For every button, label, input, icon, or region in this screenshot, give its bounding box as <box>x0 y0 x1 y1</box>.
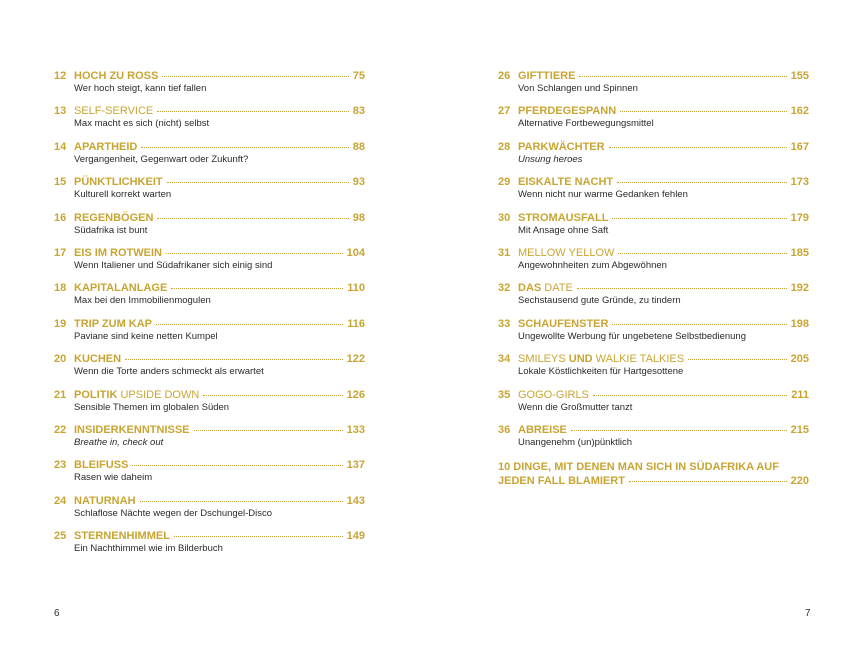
chapter-subtitle: Ein Nachthimmel wie im Bilderbuch <box>74 543 223 555</box>
chapter-number: 27 <box>498 105 511 118</box>
toc-entry-heading <box>54 281 365 295</box>
chapter-title-segment: TRIP ZUM KAP <box>74 317 153 330</box>
chapter-subtitle: Südafrika ist bunt <box>74 224 148 236</box>
toc-entry-heading <box>498 175 809 189</box>
toc-entry <box>54 69 365 104</box>
toc-entry-heading <box>498 246 809 260</box>
chapter-title-segment: EIS IM ROTWEIN <box>74 246 162 259</box>
toc-entry <box>54 246 365 281</box>
chapter-page-number: 122 <box>346 353 365 366</box>
toc-entry-heading <box>498 281 809 295</box>
chapter-title-segment: GOGO-GIRLS <box>518 388 589 401</box>
chapter-title-segment: APARTHEID <box>74 140 138 153</box>
toc-entry-special <box>498 460 809 488</box>
toc-entry-heading <box>54 69 365 83</box>
chapter-title <box>74 529 170 543</box>
chapter-title <box>518 352 684 366</box>
toc-entry-heading <box>54 104 365 118</box>
chapter-subtitle: Alternative Fortbewegungsmittel <box>518 118 654 130</box>
chapter-subtitle: Von Schlangen und Spinnen <box>518 83 638 94</box>
chapter-subtitle: Sensible Themen im globalen Süden <box>74 401 230 413</box>
dot-leader <box>629 481 787 482</box>
dot-leader <box>593 395 787 396</box>
chapter-title-segment: STROMAUSFALL <box>518 211 609 224</box>
dot-leader <box>618 253 786 254</box>
toc-entry-heading <box>54 317 365 331</box>
chapter-page-number: 198 <box>790 317 809 330</box>
chapter-number: 34 <box>498 353 511 366</box>
chapter-title-segment: UPSIDE DOWN <box>117 388 200 401</box>
chapter-number: 33 <box>498 317 511 330</box>
chapter-page-number: 185 <box>790 246 809 259</box>
chapter-page-number: 143 <box>346 494 365 507</box>
chapter-title-segment: WALKIE TALKIES <box>592 353 685 366</box>
toc-entry <box>54 494 365 529</box>
chapter-page-number: 167 <box>790 140 809 153</box>
dot-leader <box>174 536 343 537</box>
special-entry-title-line2: JEDEN FALL BLAMIERT <box>498 475 625 488</box>
chapter-subtitle: Wenn Italiener und Südafrikaner sich einig sind <box>74 259 273 271</box>
special-entry-title-line1: 10 DINGE, MIT DENEN MAN SICH IN SÜDAFRIKA AUF <box>498 461 779 474</box>
chapter-title-segment: GIFTTIERE <box>518 70 576 82</box>
toc-entry <box>54 140 365 175</box>
dot-leader <box>579 76 786 77</box>
chapter-title <box>518 211 608 225</box>
chapter-page-number: 149 <box>346 530 365 543</box>
toc-entry <box>54 388 365 423</box>
dot-leader <box>166 253 343 254</box>
page-number-left: 6 <box>54 608 60 619</box>
chapter-number: 12 <box>54 70 67 82</box>
chapter-subtitle: Unangenehm (un)pünktlich <box>518 436 633 448</box>
chapter-page-number: 83 <box>352 105 365 118</box>
chapter-title <box>74 140 137 154</box>
chapter-number: 21 <box>54 388 67 401</box>
dot-leader <box>620 111 786 112</box>
toc-entry <box>498 69 809 104</box>
chapter-title-segment: SELF-SERVICE <box>74 105 154 118</box>
chapter-title-segment: KAPITALANLAGE <box>74 282 168 295</box>
chapter-title <box>74 104 153 118</box>
toc-entry-heading <box>498 211 809 225</box>
toc-entry-heading <box>498 104 809 118</box>
chapter-subtitle: Kulturell korrekt warten <box>74 189 172 201</box>
toc-entry <box>54 529 365 564</box>
chapter-subtitle: Wenn nicht nur warme Gedanken fehlen <box>518 189 688 201</box>
toc-entry <box>54 211 365 246</box>
chapter-title <box>518 140 605 154</box>
chapter-subtitle: Rasen wie daheim <box>74 472 153 484</box>
chapter-title <box>518 175 613 189</box>
toc-entry <box>498 317 809 352</box>
chapter-title <box>74 69 158 83</box>
chapter-number: 14 <box>54 140 67 153</box>
chapter-number: 30 <box>498 211 511 224</box>
chapter-subtitle: Unsung heroes <box>518 153 583 165</box>
chapter-title <box>74 246 162 260</box>
chapter-subtitle: Wenn die Torte anders schmeckt als erwartet <box>74 366 264 378</box>
toc-entry <box>54 175 365 210</box>
dot-leader <box>141 147 348 148</box>
toc-left-column <box>54 69 365 564</box>
toc-entry-heading <box>54 458 365 472</box>
chapter-title-segment: HOCH ZU ROSS <box>74 70 159 82</box>
toc-entry <box>498 175 809 210</box>
chapter-title-segment: ABREISE <box>518 423 567 436</box>
chapter-title-segment: PFERDEGESPANN <box>518 105 617 118</box>
chapter-number: 18 <box>54 282 67 295</box>
chapter-title-segment: BLEIFUSS <box>74 459 129 472</box>
dot-leader <box>577 288 787 289</box>
dot-leader <box>612 324 786 325</box>
chapter-subtitle: Schlaflose Nächte wegen der Dschungel-Disco <box>74 507 273 519</box>
toc-entry-heading <box>54 423 365 437</box>
dot-leader <box>612 218 786 219</box>
toc-entry-heading <box>54 494 365 508</box>
chapter-number: 19 <box>54 317 67 330</box>
chapter-number: 26 <box>498 70 511 82</box>
toc-entry <box>54 352 365 387</box>
chapter-title-segment: PARKWÄCHTER <box>518 140 605 153</box>
toc-entry <box>498 104 809 139</box>
chapter-subtitle: Paviane sind keine netten Kumpel <box>74 330 218 342</box>
chapter-title <box>74 494 136 508</box>
dot-leader <box>140 501 343 502</box>
toc-entry-heading <box>54 211 365 225</box>
toc-entry <box>498 140 809 175</box>
toc-entry-heading <box>498 69 809 83</box>
chapter-subtitle: Wenn die Großmutter tanzt <box>518 401 633 413</box>
toc-entry <box>54 104 365 139</box>
chapter-page-number: 98 <box>352 211 365 224</box>
chapter-page-number: 75 <box>352 70 365 82</box>
chapter-page-number: 179 <box>790 211 809 224</box>
chapter-number: 20 <box>54 353 67 366</box>
chapter-page-number: 162 <box>790 105 809 118</box>
chapter-number: 16 <box>54 211 67 224</box>
chapter-subtitle: Mit Ansage ohne Saft <box>518 224 609 236</box>
chapter-title-segment: SMILEYS <box>518 353 569 366</box>
toc-entry-heading <box>54 175 365 189</box>
toc-entry <box>498 246 809 281</box>
chapter-number: 32 <box>498 282 511 295</box>
dot-leader <box>688 359 787 360</box>
chapter-subtitle: Lokale Köstlichkeiten für Hartgesottene <box>518 366 684 378</box>
chapter-title <box>518 388 589 402</box>
chapter-page-number: 155 <box>790 70 809 82</box>
chapter-page-number: 93 <box>352 176 365 189</box>
chapter-number: 22 <box>54 423 67 436</box>
toc-entry-heading <box>498 140 809 154</box>
toc-entry-heading <box>498 388 809 402</box>
chapter-title-segment: DATE <box>541 282 573 295</box>
toc-entry <box>54 458 365 493</box>
chapter-page-number: 205 <box>790 353 809 366</box>
chapter-page-number: 133 <box>346 423 365 436</box>
chapter-page-number: 104 <box>346 246 365 259</box>
dot-leader <box>162 76 348 77</box>
toc-entry-heading <box>498 317 809 331</box>
chapter-number: 29 <box>498 176 511 189</box>
chapter-title <box>74 317 152 331</box>
dot-leader <box>156 324 343 325</box>
chapter-number: 35 <box>498 388 511 401</box>
dot-leader <box>171 288 343 289</box>
chapter-title-segment: INSIDERKENNTNISSE <box>74 423 190 436</box>
chapter-title <box>518 281 573 295</box>
toc-entry-heading <box>54 529 365 543</box>
dot-leader <box>125 359 343 360</box>
dot-leader <box>194 430 343 431</box>
chapter-page-number: 110 <box>347 282 365 295</box>
special-entry-page: 220 <box>790 475 809 488</box>
toc-entry <box>54 423 365 458</box>
chapter-number: 36 <box>498 423 511 436</box>
dot-leader <box>157 218 348 219</box>
chapter-title-segment: SCHAUFENSTER <box>518 317 609 330</box>
dot-leader <box>609 147 787 148</box>
toc-entry-heading <box>54 388 365 402</box>
chapter-title-segment: MELLOW YELLOW <box>518 246 615 259</box>
dot-leader <box>157 111 348 112</box>
chapter-title <box>518 317 608 331</box>
chapter-subtitle: Vergangenheit, Gegenwart oder Zukunft? <box>74 153 249 165</box>
chapter-title-segment: PÜNKTLICHKEIT <box>74 176 163 189</box>
chapter-page-number: 126 <box>346 388 365 401</box>
chapter-title-segment: POLITIK <box>74 388 118 401</box>
chapter-number: 24 <box>54 494 67 507</box>
chapter-subtitle: Max bei den Immobilienmogulen <box>74 295 211 307</box>
dot-leader <box>132 465 342 466</box>
chapter-page-number: 211 <box>791 388 809 401</box>
toc-entry-heading <box>498 352 809 366</box>
toc-right-entries <box>498 69 809 458</box>
dot-leader <box>167 182 349 183</box>
chapter-number: 15 <box>54 176 67 189</box>
chapter-subtitle: Wer hoch steigt, kann tief fallen <box>74 83 207 94</box>
chapter-number: 31 <box>498 246 511 259</box>
toc-entry <box>54 317 365 352</box>
toc-entry <box>498 388 809 423</box>
toc-right-column <box>498 69 809 488</box>
chapter-page-number: 116 <box>347 317 365 330</box>
chapter-title <box>74 388 199 402</box>
chapter-number: 25 <box>54 530 67 543</box>
chapter-subtitle: Breathe in, check out <box>74 436 164 448</box>
chapter-subtitle: Sechstausend gute Gründe, zu tindern <box>518 295 681 307</box>
chapter-page-number: 88 <box>352 140 365 153</box>
chapter-title-segment: NATURNAH <box>74 494 136 507</box>
chapter-title-segment: REGENBÖGEN <box>74 211 154 224</box>
chapter-title <box>74 175 163 189</box>
chapter-title-segment: EISKALTE NACHT <box>518 176 614 189</box>
toc-entry <box>54 281 365 316</box>
toc-entry <box>498 352 809 387</box>
dot-leader <box>617 182 787 183</box>
special-entry-line2 <box>498 474 809 488</box>
chapter-subtitle: Max macht es sich (nicht) selbst <box>74 118 210 130</box>
chapter-title <box>74 281 167 295</box>
chapter-title <box>74 352 121 366</box>
toc-entry <box>498 281 809 316</box>
toc-entry-heading <box>54 352 365 366</box>
toc-entry <box>498 211 809 246</box>
chapter-subtitle: Ungewollte Werbung für ungebetene Selbstbedienung <box>518 330 746 342</box>
chapter-page-number: 215 <box>790 423 809 436</box>
chapter-title <box>518 104 616 118</box>
dot-leader <box>571 430 787 431</box>
toc-entry-heading <box>54 246 365 260</box>
chapter-number: 17 <box>54 246 67 259</box>
dot-leader <box>203 395 342 396</box>
chapter-title <box>518 246 614 260</box>
chapter-page-number: 192 <box>790 282 809 295</box>
chapter-title <box>74 423 190 437</box>
chapter-title-segment: STERNENHIMMEL <box>74 530 170 543</box>
chapter-number: 13 <box>54 105 67 118</box>
toc-entry-heading <box>54 140 365 154</box>
page-number-right: 7 <box>805 608 811 619</box>
chapter-page-number: 137 <box>346 459 365 472</box>
chapter-number: 28 <box>498 140 511 153</box>
chapter-title <box>74 211 153 225</box>
chapter-title-segment: DAS <box>518 282 542 295</box>
toc-entry-heading <box>498 423 809 437</box>
chapter-title-segment: KUCHEN <box>74 353 122 366</box>
chapter-number: 23 <box>54 459 67 472</box>
chapter-subtitle: Angewohnheiten zum Abgewöhnen <box>518 259 667 271</box>
toc-entry <box>498 423 809 458</box>
chapter-title <box>518 69 575 83</box>
chapter-title <box>518 423 567 437</box>
chapter-page-number: 173 <box>790 176 809 189</box>
chapter-title-segment: UND <box>568 353 593 366</box>
chapter-title <box>74 458 128 472</box>
